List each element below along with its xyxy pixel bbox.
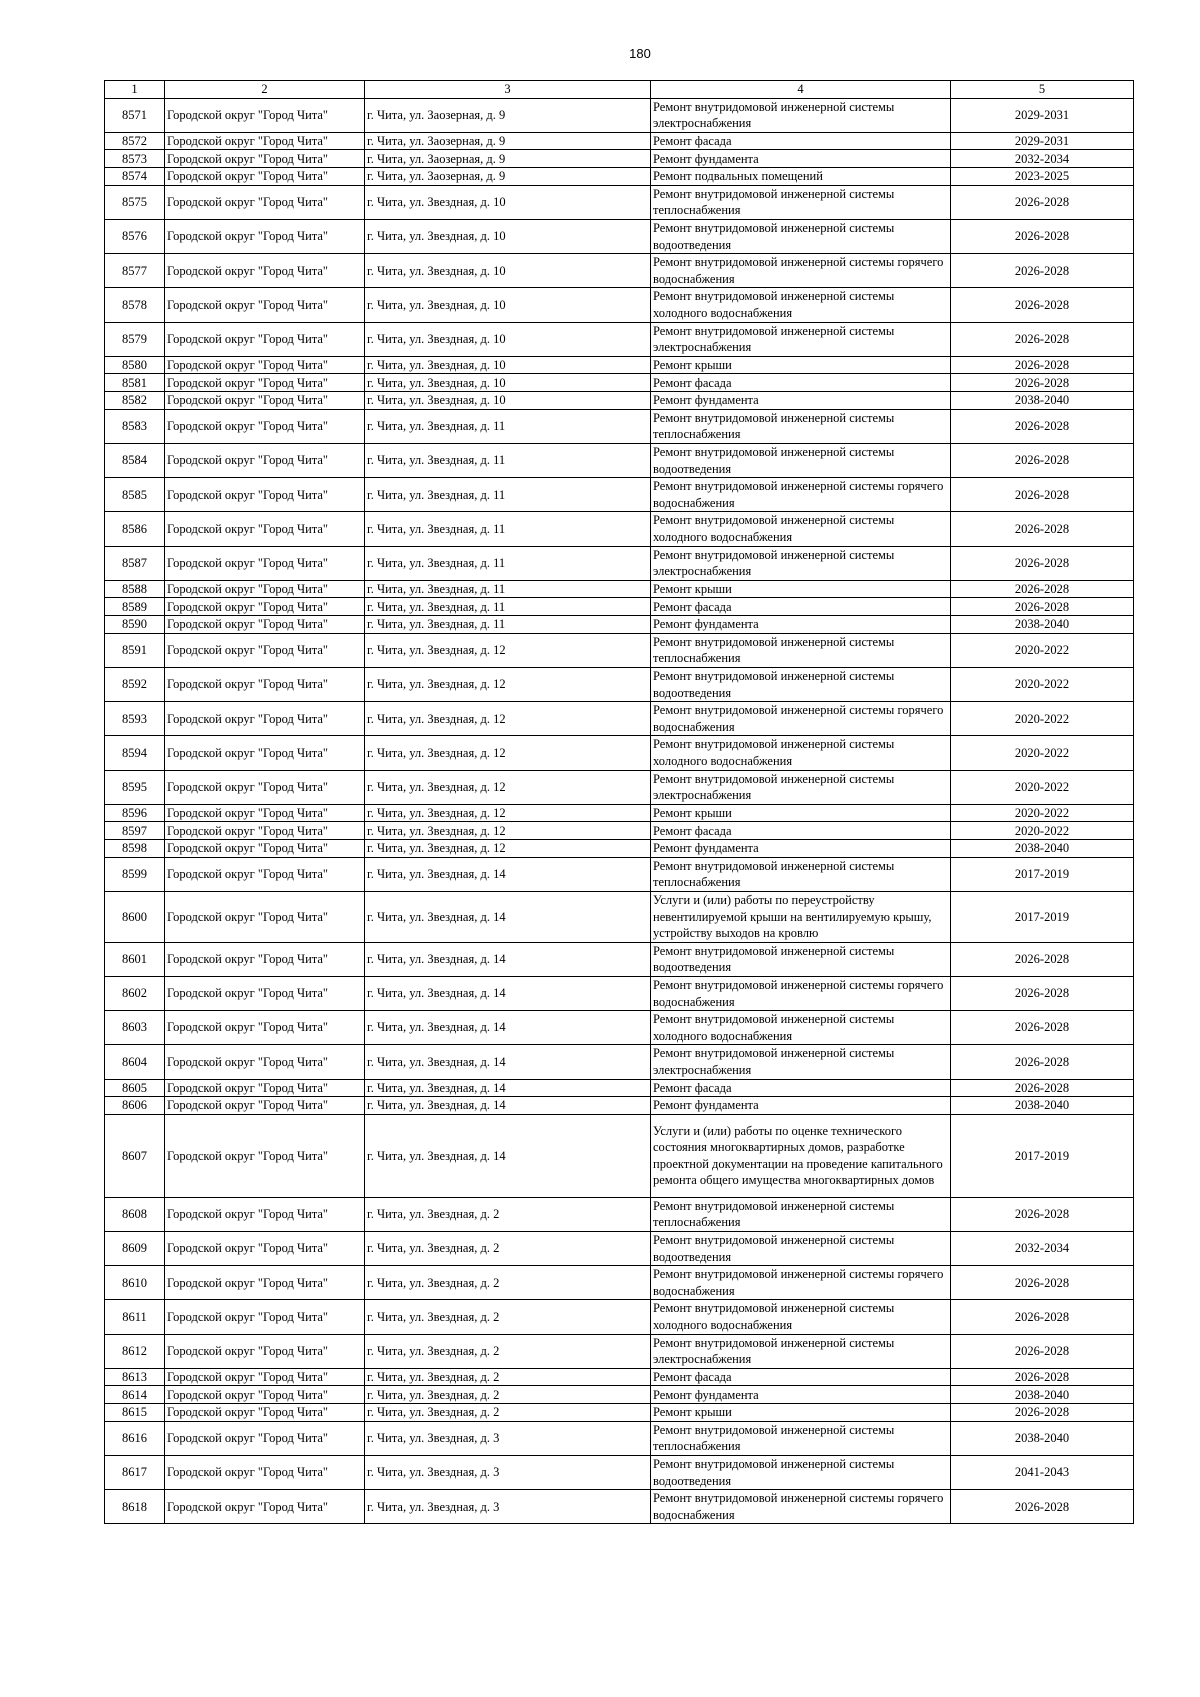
cell-municipality: Городской округ "Город Чита" xyxy=(165,168,365,186)
cell-row-number: 8611 xyxy=(105,1300,165,1334)
table-row xyxy=(105,616,1134,634)
cell-municipality: Городской округ "Город Чита" xyxy=(165,444,365,478)
cell-row-number: 8577 xyxy=(105,254,165,288)
cell-period: 2038-2040 xyxy=(951,1097,1134,1115)
cell-work-type: Ремонт внутридомовой инженерной системы теплоснабжения xyxy=(651,857,951,891)
cell-municipality: Городской округ "Город Чита" xyxy=(165,840,365,858)
column-header-2: 2 xyxy=(165,81,365,99)
cell-period: 2038-2040 xyxy=(951,1386,1134,1404)
cell-row-number: 8606 xyxy=(105,1097,165,1115)
cell-period: 2026-2028 xyxy=(951,598,1134,616)
cell-work-type: Ремонт внутридомовой инженерной системы холодного водоснабжения xyxy=(651,288,951,322)
table-row xyxy=(105,546,1134,580)
cell-address: г. Чита, ул. Звездная, д. 12 xyxy=(365,804,651,822)
cell-period: 2032-2034 xyxy=(951,150,1134,168)
table-row xyxy=(105,1114,1134,1197)
cell-municipality: Городской округ "Город Чита" xyxy=(165,977,365,1011)
cell-address: г. Чита, ул. Звездная, д. 11 xyxy=(365,546,651,580)
table-row xyxy=(105,1197,1134,1231)
cell-municipality: Городской округ "Город Чита" xyxy=(165,1266,365,1300)
table-row xyxy=(105,1300,1134,1334)
cell-municipality: Городской округ "Город Чита" xyxy=(165,1456,365,1490)
cell-address: г. Чита, ул. Звездная, д. 10 xyxy=(365,356,651,374)
cell-municipality: Городской округ "Город Чита" xyxy=(165,1386,365,1404)
cell-work-type: Ремонт внутридомовой инженерной системы холодного водоснабжения xyxy=(651,1300,951,1334)
cell-period: 2029-2031 xyxy=(951,132,1134,150)
cell-row-number: 8590 xyxy=(105,616,165,634)
cell-municipality: Городской округ "Город Чита" xyxy=(165,98,365,132)
cell-address: г. Чита, ул. Звездная, д. 10 xyxy=(365,322,651,356)
cell-row-number: 8573 xyxy=(105,150,165,168)
table-row xyxy=(105,1386,1134,1404)
cell-period: 2020-2022 xyxy=(951,633,1134,667)
cell-period: 2026-2028 xyxy=(951,1404,1134,1422)
cell-work-type: Ремонт фундамента xyxy=(651,1097,951,1115)
cell-municipality: Городской округ "Город Чита" xyxy=(165,220,365,254)
cell-row-number: 8615 xyxy=(105,1404,165,1422)
cell-municipality: Городской округ "Город Чита" xyxy=(165,736,365,770)
table-row xyxy=(105,770,1134,804)
cell-period: 2020-2022 xyxy=(951,822,1134,840)
cell-work-type: Ремонт внутридомовой инженерной системы водоотведения xyxy=(651,1456,951,1490)
table-row xyxy=(105,1490,1134,1524)
cell-municipality: Городской округ "Город Чита" xyxy=(165,1368,365,1386)
cell-period: 2026-2028 xyxy=(951,1334,1134,1368)
cell-period: 2026-2028 xyxy=(951,220,1134,254)
cell-period: 2038-2040 xyxy=(951,392,1134,410)
cell-period: 2020-2022 xyxy=(951,702,1134,736)
cell-municipality: Городской округ "Город Чита" xyxy=(165,132,365,150)
cell-address: г. Чита, ул. Звездная, д. 14 xyxy=(365,892,651,943)
cell-period: 2026-2028 xyxy=(951,356,1134,374)
cell-municipality: Городской округ "Город Чита" xyxy=(165,1045,365,1079)
cell-row-number: 8617 xyxy=(105,1456,165,1490)
cell-row-number: 8574 xyxy=(105,168,165,186)
cell-address: г. Чита, ул. Звездная, д. 14 xyxy=(365,1079,651,1097)
table-row xyxy=(105,374,1134,392)
cell-municipality: Городской округ "Город Чита" xyxy=(165,1114,365,1197)
cell-address: г. Чита, ул. Звездная, д. 12 xyxy=(365,702,651,736)
cell-address: г. Чита, ул. Звездная, д. 12 xyxy=(365,668,651,702)
cell-period: 2026-2028 xyxy=(951,1368,1134,1386)
cell-period: 2026-2028 xyxy=(951,254,1134,288)
cell-work-type: Ремонт внутридомовой инженерной системы водоотведения xyxy=(651,220,951,254)
cell-address: г. Чита, ул. Звездная, д. 11 xyxy=(365,616,651,634)
cell-work-type: Ремонт внутридомовой инженерной системы горячего водоснабжения xyxy=(651,1266,951,1300)
cell-row-number: 8585 xyxy=(105,478,165,512)
cell-municipality: Городской округ "Город Чита" xyxy=(165,1404,365,1422)
cell-address: г. Чита, ул. Звездная, д. 14 xyxy=(365,857,651,891)
cell-period: 2038-2040 xyxy=(951,1421,1134,1455)
cell-work-type: Ремонт подвальных помещений xyxy=(651,168,951,186)
cell-period: 2026-2028 xyxy=(951,512,1134,546)
cell-address: г. Чита, ул. Звездная, д. 12 xyxy=(365,822,651,840)
cell-work-type: Ремонт фасада xyxy=(651,1079,951,1097)
cell-row-number: 8596 xyxy=(105,804,165,822)
cell-period: 2017-2019 xyxy=(951,857,1134,891)
cell-row-number: 8603 xyxy=(105,1011,165,1045)
cell-municipality: Городской округ "Город Чита" xyxy=(165,1300,365,1334)
cell-row-number: 8583 xyxy=(105,409,165,443)
cell-row-number: 8584 xyxy=(105,444,165,478)
cell-address: г. Чита, ул. Звездная, д. 10 xyxy=(365,288,651,322)
cell-address: г. Чита, ул. Звездная, д. 10 xyxy=(365,220,651,254)
cell-municipality: Городской округ "Город Чита" xyxy=(165,288,365,322)
cell-address: г. Чита, ул. Звездная, д. 2 xyxy=(365,1300,651,1334)
cell-address: г. Чита, ул. Звездная, д. 14 xyxy=(365,1011,651,1045)
column-header-4: 4 xyxy=(651,81,951,99)
cell-row-number: 8588 xyxy=(105,580,165,598)
header-row xyxy=(105,81,1134,99)
cell-row-number: 8593 xyxy=(105,702,165,736)
cell-address: г. Чита, ул. Звездная, д. 12 xyxy=(365,770,651,804)
cell-work-type: Ремонт фундамента xyxy=(651,392,951,410)
cell-row-number: 8580 xyxy=(105,356,165,374)
cell-municipality: Городской округ "Город Чита" xyxy=(165,512,365,546)
cell-row-number: 8605 xyxy=(105,1079,165,1097)
cell-municipality: Городской округ "Город Чита" xyxy=(165,598,365,616)
cell-work-type: Ремонт внутридомовой инженерной системы теплоснабжения xyxy=(651,185,951,219)
table-row xyxy=(105,736,1134,770)
cell-address: г. Чита, ул. Звездная, д. 2 xyxy=(365,1368,651,1386)
cell-work-type: Ремонт внутридомовой инженерной системы электроснабжения xyxy=(651,1334,951,1368)
cell-period: 2017-2019 xyxy=(951,1114,1134,1197)
cell-work-type: Ремонт внутридомовой инженерной системы горячего водоснабжения xyxy=(651,1490,951,1524)
table-row xyxy=(105,668,1134,702)
cell-address: г. Чита, ул. Звездная, д. 3 xyxy=(365,1456,651,1490)
cell-address: г. Чита, ул. Звездная, д. 3 xyxy=(365,1490,651,1524)
table-row xyxy=(105,1368,1134,1386)
table-row xyxy=(105,1232,1134,1266)
cell-work-type: Услуги и (или) работы по переустройству невентилируемой крыши на вентилируемую крышу, устройству выходов на кровлю xyxy=(651,892,951,943)
cell-municipality: Городской округ "Город Чита" xyxy=(165,1232,365,1266)
cell-period: 2023-2025 xyxy=(951,168,1134,186)
cell-work-type: Услуги и (или) работы по оценке технического состояния многоквартирных домов, разработке проектной документации на проведение капитального ремонта общего имущества многоквартирных домов xyxy=(651,1114,951,1197)
cell-address: г. Чита, ул. Звездная, д. 12 xyxy=(365,633,651,667)
cell-municipality: Городской округ "Город Чита" xyxy=(165,1079,365,1097)
cell-row-number: 8607 xyxy=(105,1114,165,1197)
cell-municipality: Городской округ "Город Чита" xyxy=(165,1490,365,1524)
table-row xyxy=(105,220,1134,254)
table-row xyxy=(105,392,1134,410)
table-row xyxy=(105,254,1134,288)
table-row xyxy=(105,1456,1134,1490)
cell-row-number: 8578 xyxy=(105,288,165,322)
cell-municipality: Городской округ "Город Чита" xyxy=(165,254,365,288)
column-header-5: 5 xyxy=(951,81,1134,99)
cell-municipality: Городской округ "Город Чита" xyxy=(165,892,365,943)
cell-row-number: 8613 xyxy=(105,1368,165,1386)
cell-work-type: Ремонт фасада xyxy=(651,132,951,150)
cell-municipality: Городской округ "Город Чита" xyxy=(165,185,365,219)
table-row xyxy=(105,857,1134,891)
cell-work-type: Ремонт внутридомовой инженерной системы электроснабжения xyxy=(651,322,951,356)
cell-period: 2026-2028 xyxy=(951,1045,1134,1079)
table-row xyxy=(105,98,1134,132)
column-header-1: 1 xyxy=(105,81,165,99)
cell-row-number: 8618 xyxy=(105,1490,165,1524)
cell-municipality: Городской округ "Город Чита" xyxy=(165,1011,365,1045)
table-row xyxy=(105,942,1134,976)
table-row xyxy=(105,512,1134,546)
cell-row-number: 8571 xyxy=(105,98,165,132)
cell-address: г. Чита, ул. Звездная, д. 10 xyxy=(365,254,651,288)
table-row xyxy=(105,633,1134,667)
cell-work-type: Ремонт внутридомовой инженерной системы горячего водоснабжения xyxy=(651,254,951,288)
table-row xyxy=(105,1011,1134,1045)
cell-work-type: Ремонт внутридомовой инженерной системы теплоснабжения xyxy=(651,633,951,667)
cell-address: г. Чита, ул. Звездная, д. 14 xyxy=(365,942,651,976)
cell-work-type: Ремонт внутридомовой инженерной системы водоотведения xyxy=(651,942,951,976)
cell-row-number: 8610 xyxy=(105,1266,165,1300)
cell-period: 2026-2028 xyxy=(951,185,1134,219)
cell-row-number: 8586 xyxy=(105,512,165,546)
cell-row-number: 8582 xyxy=(105,392,165,410)
cell-work-type: Ремонт внутридомовой инженерной системы водоотведения xyxy=(651,444,951,478)
cell-address: г. Чита, ул. Звездная, д. 2 xyxy=(365,1386,651,1404)
cell-period: 2026-2028 xyxy=(951,942,1134,976)
cell-address: г. Чита, ул. Заозерная, д. 9 xyxy=(365,132,651,150)
cell-row-number: 8587 xyxy=(105,546,165,580)
cell-work-type: Ремонт крыши xyxy=(651,804,951,822)
cell-municipality: Городской округ "Город Чита" xyxy=(165,857,365,891)
cell-period: 2041-2043 xyxy=(951,1456,1134,1490)
cell-address: г. Чита, ул. Звездная, д. 12 xyxy=(365,840,651,858)
cell-municipality: Городской округ "Город Чита" xyxy=(165,478,365,512)
cell-row-number: 8589 xyxy=(105,598,165,616)
cell-address: г. Чита, ул. Звездная, д. 14 xyxy=(365,1045,651,1079)
cell-period: 2026-2028 xyxy=(951,1011,1134,1045)
cell-address: г. Чита, ул. Звездная, д. 11 xyxy=(365,512,651,546)
cell-work-type: Ремонт внутридомовой инженерной системы горячего водоснабжения xyxy=(651,478,951,512)
cell-address: г. Чита, ул. Звездная, д. 2 xyxy=(365,1197,651,1231)
cell-period: 2026-2028 xyxy=(951,444,1134,478)
cell-address: г. Чита, ул. Звездная, д. 11 xyxy=(365,478,651,512)
cell-address: г. Чита, ул. Звездная, д. 12 xyxy=(365,736,651,770)
cell-work-type: Ремонт внутридомовой инженерной системы электроснабжения xyxy=(651,546,951,580)
cell-work-type: Ремонт фундамента xyxy=(651,616,951,634)
cell-municipality: Городской округ "Город Чита" xyxy=(165,1197,365,1231)
cell-work-type: Ремонт крыши xyxy=(651,356,951,374)
cell-period: 2026-2028 xyxy=(951,322,1134,356)
cell-address: г. Чита, ул. Звездная, д. 2 xyxy=(365,1232,651,1266)
table-row xyxy=(105,168,1134,186)
table-row xyxy=(105,702,1134,736)
table-row xyxy=(105,150,1134,168)
cell-address: г. Чита, ул. Звездная, д. 3 xyxy=(365,1421,651,1455)
cell-row-number: 8572 xyxy=(105,132,165,150)
cell-row-number: 8609 xyxy=(105,1232,165,1266)
table-row xyxy=(105,580,1134,598)
cell-period: 2026-2028 xyxy=(951,1266,1134,1300)
cell-work-type: Ремонт внутридомовой инженерной системы водоотведения xyxy=(651,668,951,702)
cell-row-number: 8614 xyxy=(105,1386,165,1404)
cell-period: 2020-2022 xyxy=(951,736,1134,770)
cell-period: 2032-2034 xyxy=(951,1232,1134,1266)
cell-work-type: Ремонт внутридомовой инженерной системы холодного водоснабжения xyxy=(651,512,951,546)
table-row xyxy=(105,185,1134,219)
cell-work-type: Ремонт внутридомовой инженерной системы теплоснабжения xyxy=(651,409,951,443)
cell-row-number: 8592 xyxy=(105,668,165,702)
cell-row-number: 8595 xyxy=(105,770,165,804)
cell-address: г. Чита, ул. Звездная, д. 2 xyxy=(365,1404,651,1422)
cell-work-type: Ремонт фасада xyxy=(651,374,951,392)
table-row xyxy=(105,132,1134,150)
cell-address: г. Чита, ул. Звездная, д. 11 xyxy=(365,444,651,478)
cell-work-type: Ремонт фундамента xyxy=(651,1386,951,1404)
cell-period: 2026-2028 xyxy=(951,977,1134,1011)
cell-row-number: 8616 xyxy=(105,1421,165,1455)
cell-row-number: 8594 xyxy=(105,736,165,770)
cell-work-type: Ремонт внутридомовой инженерной системы теплоснабжения xyxy=(651,1421,951,1455)
table-row xyxy=(105,840,1134,858)
cell-municipality: Городской округ "Город Чита" xyxy=(165,546,365,580)
cell-municipality: Городской округ "Город Чита" xyxy=(165,392,365,410)
cell-period: 2026-2028 xyxy=(951,580,1134,598)
table-row xyxy=(105,1079,1134,1097)
cell-row-number: 8612 xyxy=(105,1334,165,1368)
cell-work-type: Ремонт фундамента xyxy=(651,150,951,168)
cell-municipality: Городской округ "Город Чита" xyxy=(165,580,365,598)
cell-work-type: Ремонт внутридомовой инженерной системы горячего водоснабжения xyxy=(651,977,951,1011)
cell-municipality: Городской округ "Город Чита" xyxy=(165,668,365,702)
cell-municipality: Городской округ "Город Чита" xyxy=(165,322,365,356)
cell-address: г. Чита, ул. Звездная, д. 11 xyxy=(365,598,651,616)
table-row xyxy=(105,1097,1134,1115)
cell-address: г. Чита, ул. Звездная, д. 14 xyxy=(365,1114,651,1197)
table-row xyxy=(105,822,1134,840)
cell-row-number: 8576 xyxy=(105,220,165,254)
cell-work-type: Ремонт внутридомовой инженерной системы холодного водоснабжения xyxy=(651,1011,951,1045)
cell-period: 2026-2028 xyxy=(951,288,1134,322)
cell-address: г. Чита, ул. Звездная, д. 2 xyxy=(365,1334,651,1368)
cell-period: 2026-2028 xyxy=(951,374,1134,392)
repair-schedule-table xyxy=(104,80,1134,1524)
cell-work-type: Ремонт внутридомовой инженерной системы электроснабжения xyxy=(651,1045,951,1079)
cell-work-type: Ремонт внутридомовой инженерной системы водоотведения xyxy=(651,1232,951,1266)
table-row xyxy=(105,892,1134,943)
cell-municipality: Городской округ "Город Чита" xyxy=(165,1421,365,1455)
cell-period: 2038-2040 xyxy=(951,840,1134,858)
cell-row-number: 8591 xyxy=(105,633,165,667)
cell-period: 2038-2040 xyxy=(951,616,1134,634)
cell-municipality: Городской округ "Город Чита" xyxy=(165,822,365,840)
table-row xyxy=(105,322,1134,356)
cell-address: г. Чита, ул. Звездная, д. 10 xyxy=(365,374,651,392)
table-row xyxy=(105,977,1134,1011)
cell-period: 2026-2028 xyxy=(951,409,1134,443)
cell-municipality: Городской округ "Город Чита" xyxy=(165,804,365,822)
cell-municipality: Городской округ "Город Чита" xyxy=(165,770,365,804)
cell-municipality: Городской округ "Город Чита" xyxy=(165,942,365,976)
cell-work-type: Ремонт крыши xyxy=(651,580,951,598)
cell-municipality: Городской округ "Город Чита" xyxy=(165,616,365,634)
cell-address: г. Чита, ул. Звездная, д. 2 xyxy=(365,1266,651,1300)
table-row xyxy=(105,288,1134,322)
table-row xyxy=(105,1421,1134,1455)
cell-work-type: Ремонт фундамента xyxy=(651,840,951,858)
cell-work-type: Ремонт фасада xyxy=(651,822,951,840)
cell-period: 2026-2028 xyxy=(951,1300,1134,1334)
cell-address: г. Чита, ул. Заозерная, д. 9 xyxy=(365,168,651,186)
cell-address: г. Чита, ул. Звездная, д. 11 xyxy=(365,580,651,598)
cell-row-number: 8601 xyxy=(105,942,165,976)
cell-address: г. Чита, ул. Звездная, д. 10 xyxy=(365,392,651,410)
cell-work-type: Ремонт внутридомовой инженерной системы электроснабжения xyxy=(651,770,951,804)
table-row xyxy=(105,598,1134,616)
cell-row-number: 8597 xyxy=(105,822,165,840)
table-body xyxy=(105,98,1134,1524)
cell-municipality: Городской округ "Город Чита" xyxy=(165,150,365,168)
cell-work-type: Ремонт фасада xyxy=(651,598,951,616)
cell-work-type: Ремонт внутридомовой инженерной системы горячего водоснабжения xyxy=(651,702,951,736)
cell-work-type: Ремонт крыши xyxy=(651,1404,951,1422)
cell-municipality: Городской округ "Город Чита" xyxy=(165,1097,365,1115)
cell-work-type: Ремонт внутридомовой инженерной системы холодного водоснабжения xyxy=(651,736,951,770)
cell-period: 2026-2028 xyxy=(951,1197,1134,1231)
cell-period: 2026-2028 xyxy=(951,1079,1134,1097)
cell-address: г. Чита, ул. Заозерная, д. 9 xyxy=(365,150,651,168)
cell-address: г. Чита, ул. Звездная, д. 14 xyxy=(365,977,651,1011)
column-header-3: 3 xyxy=(365,81,651,99)
cell-row-number: 8600 xyxy=(105,892,165,943)
cell-row-number: 8575 xyxy=(105,185,165,219)
cell-period: 2026-2028 xyxy=(951,546,1134,580)
table-row xyxy=(105,1045,1134,1079)
cell-municipality: Городской округ "Город Чита" xyxy=(165,356,365,374)
table-row xyxy=(105,356,1134,374)
cell-row-number: 8579 xyxy=(105,322,165,356)
table-row xyxy=(105,1266,1134,1300)
cell-period: 2020-2022 xyxy=(951,770,1134,804)
cell-period: 2017-2019 xyxy=(951,892,1134,943)
cell-row-number: 8602 xyxy=(105,977,165,1011)
table-row xyxy=(105,1404,1134,1422)
cell-row-number: 8608 xyxy=(105,1197,165,1231)
cell-row-number: 8604 xyxy=(105,1045,165,1079)
cell-work-type: Ремонт внутридомовой инженерной системы теплоснабжения xyxy=(651,1197,951,1231)
cell-row-number: 8581 xyxy=(105,374,165,392)
cell-period: 2020-2022 xyxy=(951,668,1134,702)
cell-row-number: 8599 xyxy=(105,857,165,891)
cell-municipality: Городской округ "Город Чита" xyxy=(165,1334,365,1368)
cell-period: 2026-2028 xyxy=(951,1490,1134,1524)
cell-municipality: Городской округ "Город Чита" xyxy=(165,374,365,392)
cell-municipality: Городской округ "Город Чита" xyxy=(165,633,365,667)
cell-municipality: Городской округ "Город Чита" xyxy=(165,702,365,736)
cell-address: г. Чита, ул. Звездная, д. 10 xyxy=(365,185,651,219)
cell-row-number: 8598 xyxy=(105,840,165,858)
cell-period: 2026-2028 xyxy=(951,478,1134,512)
table-row xyxy=(105,409,1134,443)
table-row xyxy=(105,1334,1134,1368)
cell-period: 2020-2022 xyxy=(951,804,1134,822)
cell-work-type: Ремонт фасада xyxy=(651,1368,951,1386)
table-row xyxy=(105,478,1134,512)
cell-municipality: Городской округ "Город Чита" xyxy=(165,409,365,443)
cell-address: г. Чита, ул. Звездная, д. 11 xyxy=(365,409,651,443)
cell-work-type: Ремонт внутридомовой инженерной системы электроснабжения xyxy=(651,98,951,132)
cell-address: г. Чита, ул. Заозерная, д. 9 xyxy=(365,98,651,132)
cell-address: г. Чита, ул. Звездная, д. 14 xyxy=(365,1097,651,1115)
cell-period: 2029-2031 xyxy=(951,98,1134,132)
page-number: 180 xyxy=(629,46,651,61)
table-row xyxy=(105,804,1134,822)
table-row xyxy=(105,444,1134,478)
